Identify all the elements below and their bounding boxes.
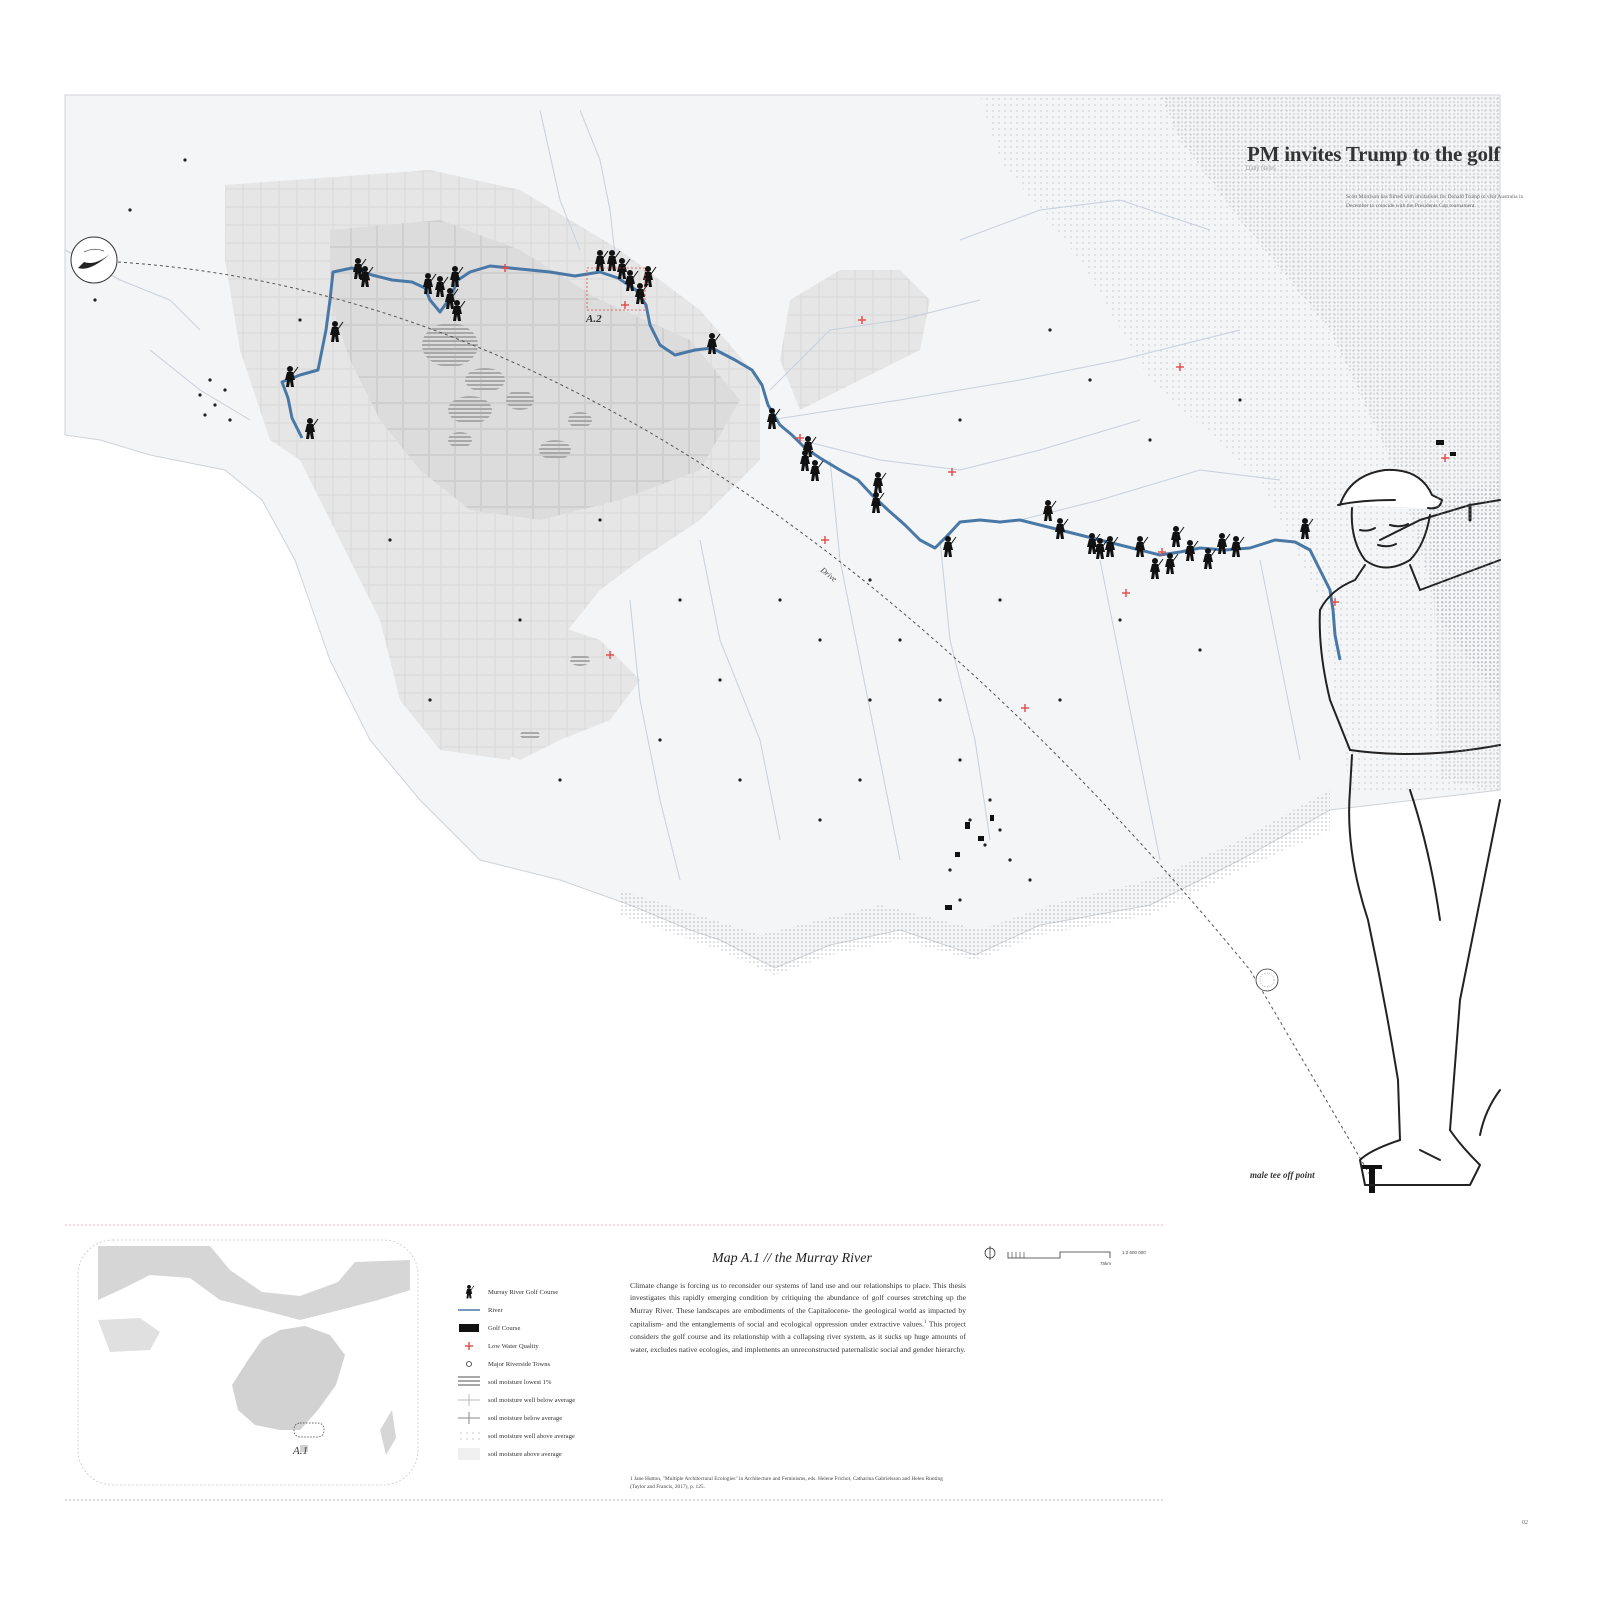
legend-label: soil moisture above average bbox=[488, 1450, 562, 1458]
legend-label: Major Riverside Towns bbox=[488, 1360, 551, 1368]
hatch-cross-icon bbox=[456, 1411, 482, 1425]
golf-course-block-icon bbox=[456, 1321, 482, 1335]
scale-distance: 75km bbox=[1100, 1261, 1112, 1266]
map-description-part2: This project considers the golf course and its relationship with a collapsing river system, as it sucks up huge amounts of water, excludes native ecologies, and implements an unreconstructed paternalistic social and gender hierarchy. bbox=[630, 1319, 967, 1354]
scale-bar bbox=[985, 1246, 1110, 1260]
legend-item-golf-course bbox=[456, 1319, 626, 1337]
hatch-dense-icon bbox=[456, 1375, 482, 1389]
legend-label: River bbox=[488, 1306, 503, 1314]
headline-kicker: Daily News bbox=[1246, 166, 1277, 172]
inset-a2-label: A.2 bbox=[586, 313, 602, 325]
headline-standfirst: Scott Morrison has flirted with invitations for Donald Trump to visit Australia in December to coincide with the Presidents Cup tournament. bbox=[1346, 194, 1524, 209]
locator-a1-label: A.1 bbox=[293, 1445, 308, 1457]
golfer-shading bbox=[1430, 480, 1500, 790]
tee-off-label: male tee off point bbox=[1250, 1170, 1315, 1180]
golf-ball-start bbox=[71, 237, 117, 283]
legend-label: soil moisture lowest 1% bbox=[488, 1378, 552, 1386]
hatch-dots-icon bbox=[456, 1429, 482, 1443]
golf-ball-flight bbox=[1256, 969, 1278, 991]
legend-item-soil-well-above bbox=[456, 1427, 626, 1445]
golfer-icon bbox=[456, 1285, 482, 1299]
red-cross-icon bbox=[456, 1339, 482, 1353]
map-legend bbox=[456, 1283, 626, 1463]
legend-label: soil moisture well above average bbox=[488, 1432, 575, 1440]
legend-item-towns bbox=[456, 1355, 626, 1373]
town-circle-icon bbox=[456, 1357, 482, 1371]
footnote: 1 Jane Hutton, "Multiple Architectural Ecologies" in Architecture and Feminisms, eds. Helene Frichot, Catharina Gabrielsson and Helen Runting (Taylor and Francis, 2017), p. 125. bbox=[630, 1476, 943, 1490]
legend-item-soil-well-below bbox=[456, 1391, 626, 1409]
footnote-marker: 1 bbox=[923, 1320, 927, 1326]
headline-title: PM invites Trump to the golf bbox=[1247, 142, 1501, 166]
legend-item-golf-course-river bbox=[456, 1283, 626, 1301]
page-number: 02 bbox=[1522, 1520, 1528, 1526]
legend-label: Low Water Quality bbox=[488, 1342, 539, 1350]
legend-label: soil moisture well below average bbox=[488, 1396, 576, 1404]
map-description-part1: Climate change is forcing us to reconsider our systems of land use and our relationships to place. This thesis investigates this rapidly emerging condition by critiquing the abundance of golf courses stretching up the Murray River. These landscapes are embodiments of the Capitalocene- the geological world as impacted by capitalism- and the entanglements of social and ecological oppression under extractive values. bbox=[630, 1281, 966, 1329]
legend-item-low-water-quality bbox=[456, 1337, 626, 1355]
tee-icon bbox=[1362, 1165, 1382, 1193]
hatch-faint-icon bbox=[456, 1447, 482, 1461]
river-line-icon bbox=[456, 1303, 482, 1317]
legend-label: Murray River Golf Course bbox=[488, 1288, 559, 1296]
scale-ratio: 1:2 600 000 bbox=[1122, 1250, 1146, 1255]
hatch-cross-light-icon bbox=[456, 1393, 482, 1407]
legend-item-soil-above bbox=[456, 1445, 626, 1463]
legend-label: soil moisture below average bbox=[488, 1414, 563, 1422]
map-title: Map A.1 // the Murray River bbox=[712, 1251, 872, 1266]
legend-label: Golf Course bbox=[488, 1324, 521, 1332]
legend-item-soil-below bbox=[456, 1409, 626, 1427]
locator-map bbox=[78, 1240, 418, 1485]
map-description bbox=[630, 1280, 966, 1356]
legend-item-river bbox=[456, 1301, 626, 1319]
legend-item-soil-lowest bbox=[456, 1373, 626, 1391]
trajectory-label: Drive bbox=[818, 565, 839, 584]
